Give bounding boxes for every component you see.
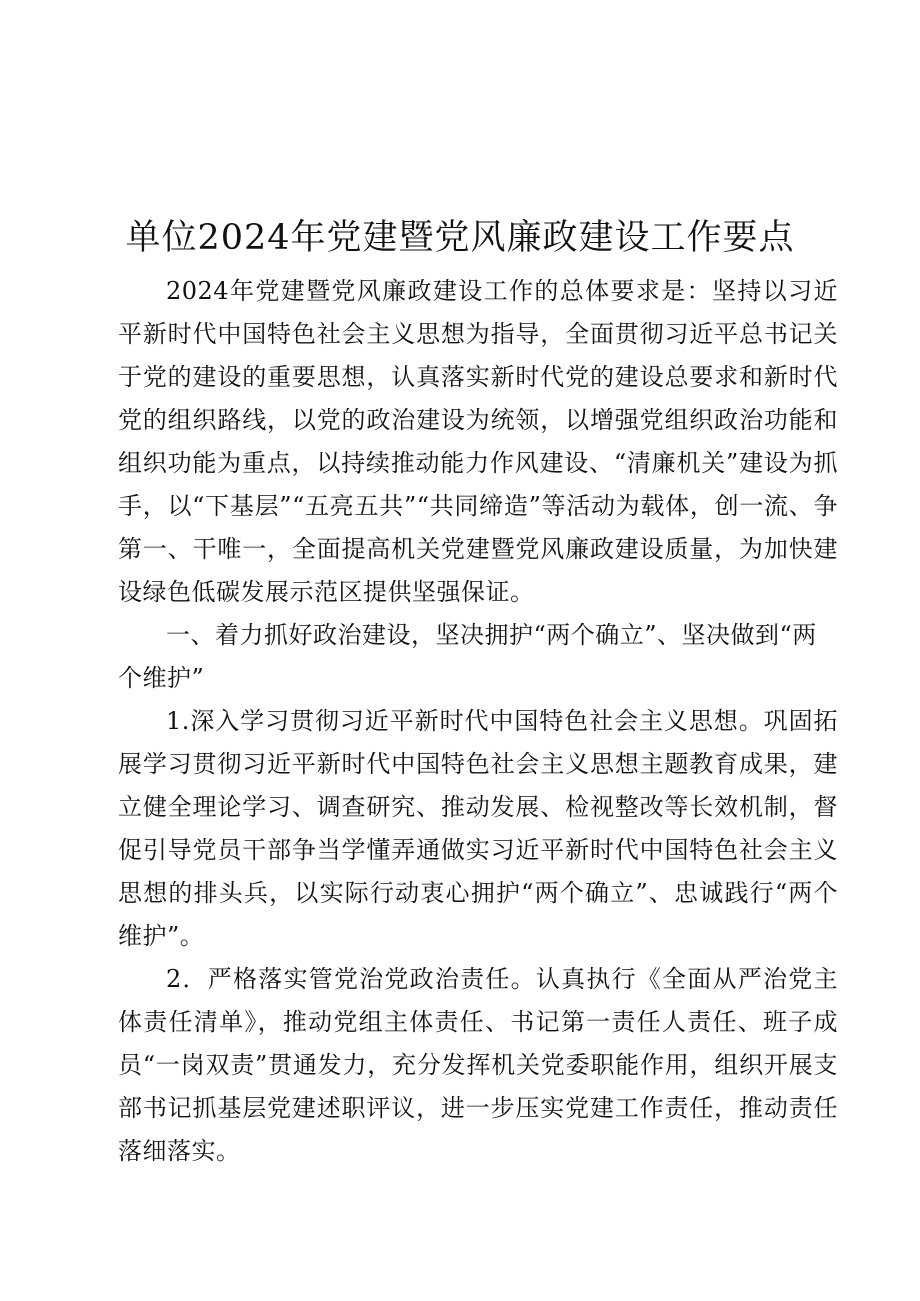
item-paragraph-1: 1.深入学习贯彻习近平新时代中国特色社会主义思想。巩固拓展学习贯彻习近平新时代中国特色社会主义思想主题教育成果，建立健全理论学习、调查研究、推动发展、检视整改等长效机制，督促引导党员干部争当学懂弄通做实习近平新时代中国特色社会主义思想的排头兵，以实际行动衷心拥护“两个确立”、忠诚践行“两个维护”。 <box>118 707 838 950</box>
intro-paragraph: 2024年党建暨党风廉政建设工作的总体要求是：坚持以习近平新时代中国特色社会主义思想为指导，全面贯彻习近平总书记关于党的建设的重要思想，认真落实新时代党的建设总要求和新时代党的组织路线，以党的政治建设为统领，以增强党组织政治功能和组织功能为重点，以持续推动能力作风建设、“清廉机关”建设为抓手，以“下基层”“五亮五共”“共同缔造”等活动为载体，创一流、争第一、干唯一，全面提高机关党建暨党风廉政建设质量，为加快建设绿色低碳发展示范区提供坚强保证。 <box>118 277 838 606</box>
document-title: 单位2024年党建暨党风廉政建设工作要点 <box>125 218 795 258</box>
item-paragraph-2: 2．严格落实管党治党政治责任。认真执行《全面从严治党主体责任清单》，推动党组主体责任、书记第一责任人责任、班子成员“一岗双责”贯通发力，充分发挥机关党委职能作用，组织开展支部书记抓基层党建述职评议，进一步压实党建工作责任，推动责任落细落实。 <box>118 965 838 1165</box>
section-heading-1: 一、着力抓好政治建设，坚决拥护“两个确立”、坚决做到“两个维护” <box>118 621 817 692</box>
document-body <box>118 270 838 1173</box>
